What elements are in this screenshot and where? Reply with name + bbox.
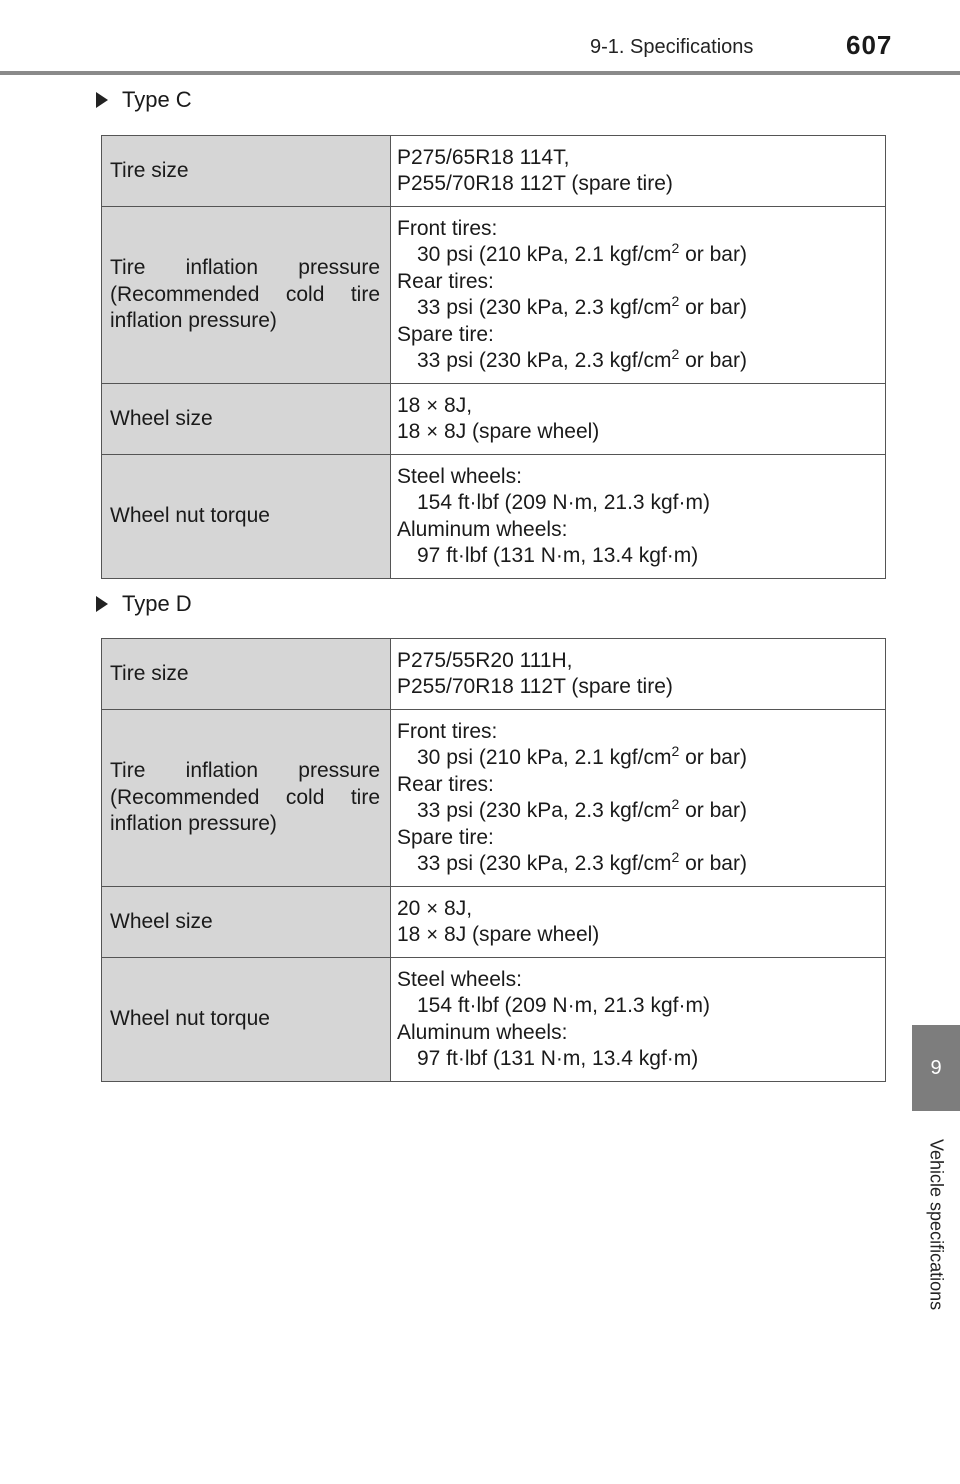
wheel-nut-torque-value: [391, 958, 886, 1082]
spare-tire-label: Spare tire:: [397, 322, 494, 346]
spare-tire-pressure: [397, 851, 875, 878]
superscript: 2: [671, 346, 680, 362]
tire-pressure-label: Tire inflation pressure (Recommended cold tire inflation pressure): [102, 710, 391, 887]
tire-size-label: Tire size: [102, 639, 391, 710]
front-tires-label: Front tires:: [397, 719, 498, 743]
superscript: 2: [671, 240, 680, 256]
steel-wheels-label: Steel wheels:: [397, 967, 522, 991]
aluminum-wheels-label: Aluminum wheels:: [397, 517, 568, 541]
table-row: [102, 207, 886, 384]
pressure-text: 33 psi (230 kPa, 2.3 kgf/cm: [417, 799, 672, 822]
wheel-width: 8J (spare wheel): [444, 923, 600, 946]
wheel-width: 8J,: [444, 393, 473, 417]
wheel-diameter: 18: [397, 420, 421, 443]
chapter-tab-label: [912, 1115, 960, 1335]
steel-wheels-torque: 154 ft·lbf (209 N·m, 21.3 kgf·m): [417, 994, 710, 1017]
wheel-diameter: 20: [397, 896, 421, 920]
pressure-text: 30 psi (210 kPa, 2.1 kgf/cm: [417, 243, 672, 266]
superscript: 2: [671, 743, 680, 759]
tire-pressure-value: [391, 207, 886, 384]
front-tires-pressure: [397, 242, 875, 269]
table-row: [102, 958, 886, 1082]
superscript: 2: [671, 796, 680, 812]
times-icon: ×: [426, 421, 439, 443]
tire-size-label: Tire size: [102, 136, 391, 207]
spare-tire-pressure: [397, 348, 875, 375]
table-row: [102, 710, 886, 887]
wheel-size-label: Wheel size: [102, 887, 391, 958]
pressure-unit-suffix: or bar): [679, 296, 747, 319]
pressure-unit-suffix: or bar): [679, 349, 747, 372]
tire-size-line: P255/70R18 112T (spare tire): [397, 172, 673, 195]
wheel-size-line: [397, 922, 875, 949]
arrow-right-icon: [96, 596, 108, 612]
rear-tires-label: Rear tires:: [397, 269, 494, 293]
table-row: [102, 136, 886, 207]
wheel-size-line: [397, 419, 875, 446]
front-tires-pressure: [397, 745, 875, 772]
spare-tire-label: Spare tire:: [397, 825, 494, 849]
rear-tires-pressure: [397, 798, 875, 825]
wheel-width: 8J (spare wheel): [444, 420, 600, 443]
wheel-width: 8J,: [444, 896, 473, 920]
chapter-tab-number: 9: [912, 1025, 960, 1111]
wheel-diameter: 18: [397, 923, 421, 946]
table-row: [102, 887, 886, 958]
tire-size-value: [391, 639, 886, 710]
type-c-heading: [96, 87, 192, 113]
type-d-spec-table: [101, 638, 886, 1082]
wheel-size-label: Wheel size: [102, 384, 391, 455]
pressure-unit-suffix: or bar): [679, 852, 747, 875]
type-c-heading-text: Type C: [122, 87, 192, 112]
wheel-nut-torque-label: Wheel nut torque: [102, 958, 391, 1082]
times-icon: ×: [426, 394, 439, 417]
times-icon: ×: [426, 897, 439, 920]
pressure-text: 33 psi (230 kPa, 2.3 kgf/cm: [417, 296, 672, 319]
wheel-size-value: [391, 887, 886, 958]
superscript: 2: [671, 849, 680, 865]
type-d-heading: [96, 591, 192, 617]
type-d-heading-text: Type D: [122, 591, 192, 616]
arrow-right-icon: [96, 92, 108, 108]
wheel-nut-torque-value: [391, 455, 886, 579]
wheel-nut-torque-label: Wheel nut torque: [102, 455, 391, 579]
pressure-unit-suffix: or bar): [679, 799, 747, 822]
tire-size-value: [391, 136, 886, 207]
tire-size-line: P275/55R20 111H,: [397, 648, 573, 672]
steel-wheels-torque: 154 ft·lbf (209 N·m, 21.3 kgf·m): [417, 491, 710, 514]
wheel-diameter: 18: [397, 393, 421, 417]
pressure-text: 30 psi (210 kPa, 2.1 kgf/cm: [417, 746, 672, 769]
table-row: [102, 384, 886, 455]
tire-size-line: P275/65R18 114T,: [397, 145, 570, 169]
table-row: [102, 639, 886, 710]
rear-tires-pressure: [397, 295, 875, 322]
chapter-tab-label-text: Vehicle specifications: [926, 1139, 947, 1311]
steel-wheels-label: Steel wheels:: [397, 464, 522, 488]
aluminum-wheels-torque: 97 ft·lbf (131 N·m, 13.4 kgf·m): [417, 1047, 699, 1070]
table-row: [102, 455, 886, 579]
page-header: [0, 0, 960, 76]
tire-pressure-label: Tire inflation pressure (Recommended cold tire inflation pressure): [102, 207, 391, 384]
page-number: 607: [846, 30, 893, 60]
pressure-unit-suffix: or bar): [679, 746, 747, 769]
tire-pressure-value: [391, 710, 886, 887]
superscript: 2: [671, 293, 680, 309]
tire-size-line: P255/70R18 112T (spare tire): [397, 675, 673, 698]
front-tires-label: Front tires:: [397, 216, 498, 240]
pressure-text: 33 psi (230 kPa, 2.3 kgf/cm: [417, 852, 672, 875]
pressure-unit-suffix: or bar): [679, 243, 747, 266]
section-title: 9-1. Specifications: [590, 36, 754, 58]
wheel-size-value: [391, 384, 886, 455]
wheel-size-line: [397, 896, 875, 923]
rear-tires-label: Rear tires:: [397, 772, 494, 796]
type-c-spec-table: [101, 135, 886, 579]
aluminum-wheels-label: Aluminum wheels:: [397, 1020, 568, 1044]
times-icon: ×: [426, 924, 439, 946]
aluminum-wheels-torque: 97 ft·lbf (131 N·m, 13.4 kgf·m): [417, 544, 699, 567]
pressure-text: 33 psi (230 kPa, 2.3 kgf/cm: [417, 349, 672, 372]
wheel-size-line: [397, 393, 875, 420]
header-rule: [0, 71, 960, 75]
